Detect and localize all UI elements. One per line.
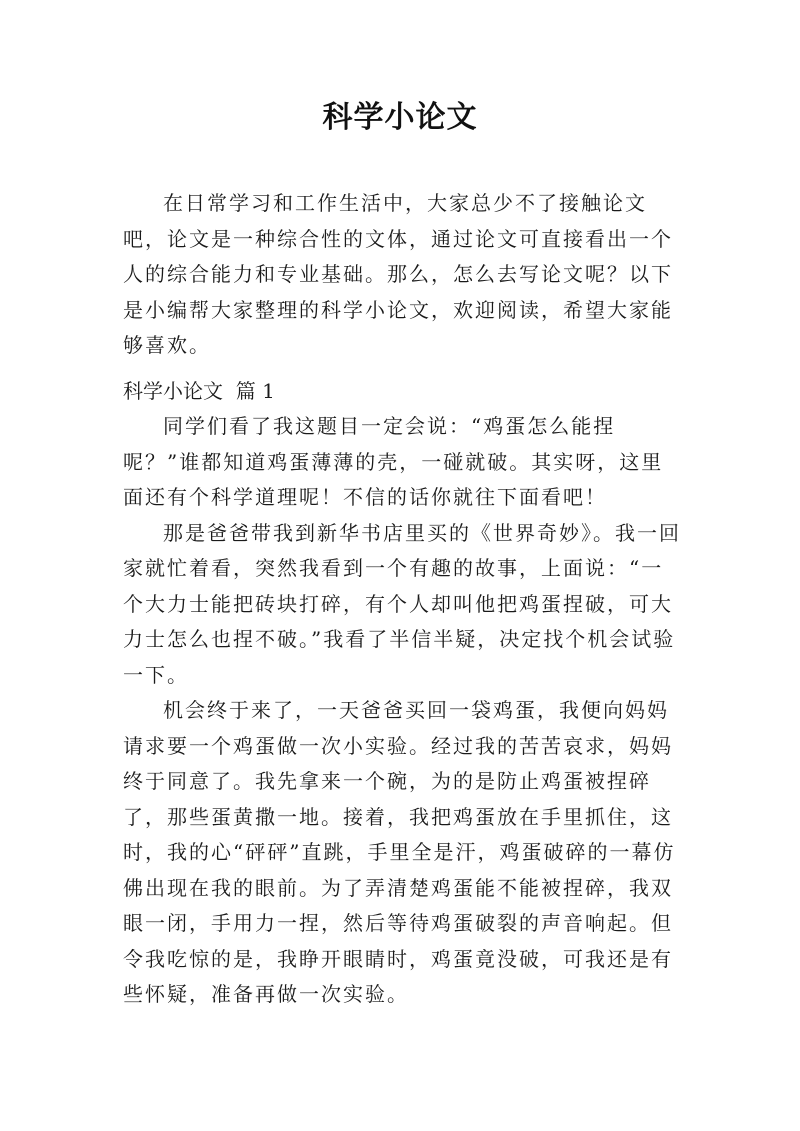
section-body	[123, 409, 683, 1013]
intro-paragraph	[123, 186, 683, 364]
intro-text: 在日常学习和工作生活中，大家总少不了接触论文吧，论文是一种综合性的文体，通过论文可直接看出一个人的综合能力和专业基础。那么，怎么去写论文呢？以下是小编帮大家整理的科学小论文，欢迎阅读，希望大家能够喜欢。	[123, 191, 673, 357]
body-paragraph: 同学们看了我这题目一定会说：“鸡蛋怎么能捏呢？”谁都知道鸡蛋薄薄的壳，一碰就破。其实呀，这里面还有个科学道理呢！不信的话你就往下面看吧！	[123, 414, 664, 509]
body-paragraph: 机会终于来了，一天爸爸买回一袋鸡蛋，我便向妈妈请求要一个鸡蛋做一次小实验。经过我的苦苦哀求，妈妈终于同意了。我先拿来一个碗，为的是防止鸡蛋被捏碎了，那些蛋黄撒一地。接着，我把鸡蛋放在手里抓住，这时，我的心“砰砰”直跳，手里全是汗，鸡蛋破碎的一幕仿佛出现在我的眼前。为了弄清楚鸡蛋能不能被捏碎，我双眼一闭，手用力一捏，然后等待鸡蛋破裂的声音响起。但令我吃惊的是，我睁开眼睛时，鸡蛋竟没破，可我还是有些怀疑，准备再做一次实验。	[123, 698, 676, 1006]
section-heading: 科学小论文 篇 1	[123, 379, 275, 403]
body-paragraph: 那是爸爸带我到新华书店里买的《世界奇妙》。我一回家就忙着看，突然我看到一个有趣的故事，上面说：“一个大力士能把砖块打碎，有个人却叫他把鸡蛋捏破，可大力士怎么也捏不破。”我看了半信半疑，决定找个机会试验一下。	[123, 520, 681, 687]
document-title: 科学小论文	[322, 100, 478, 135]
